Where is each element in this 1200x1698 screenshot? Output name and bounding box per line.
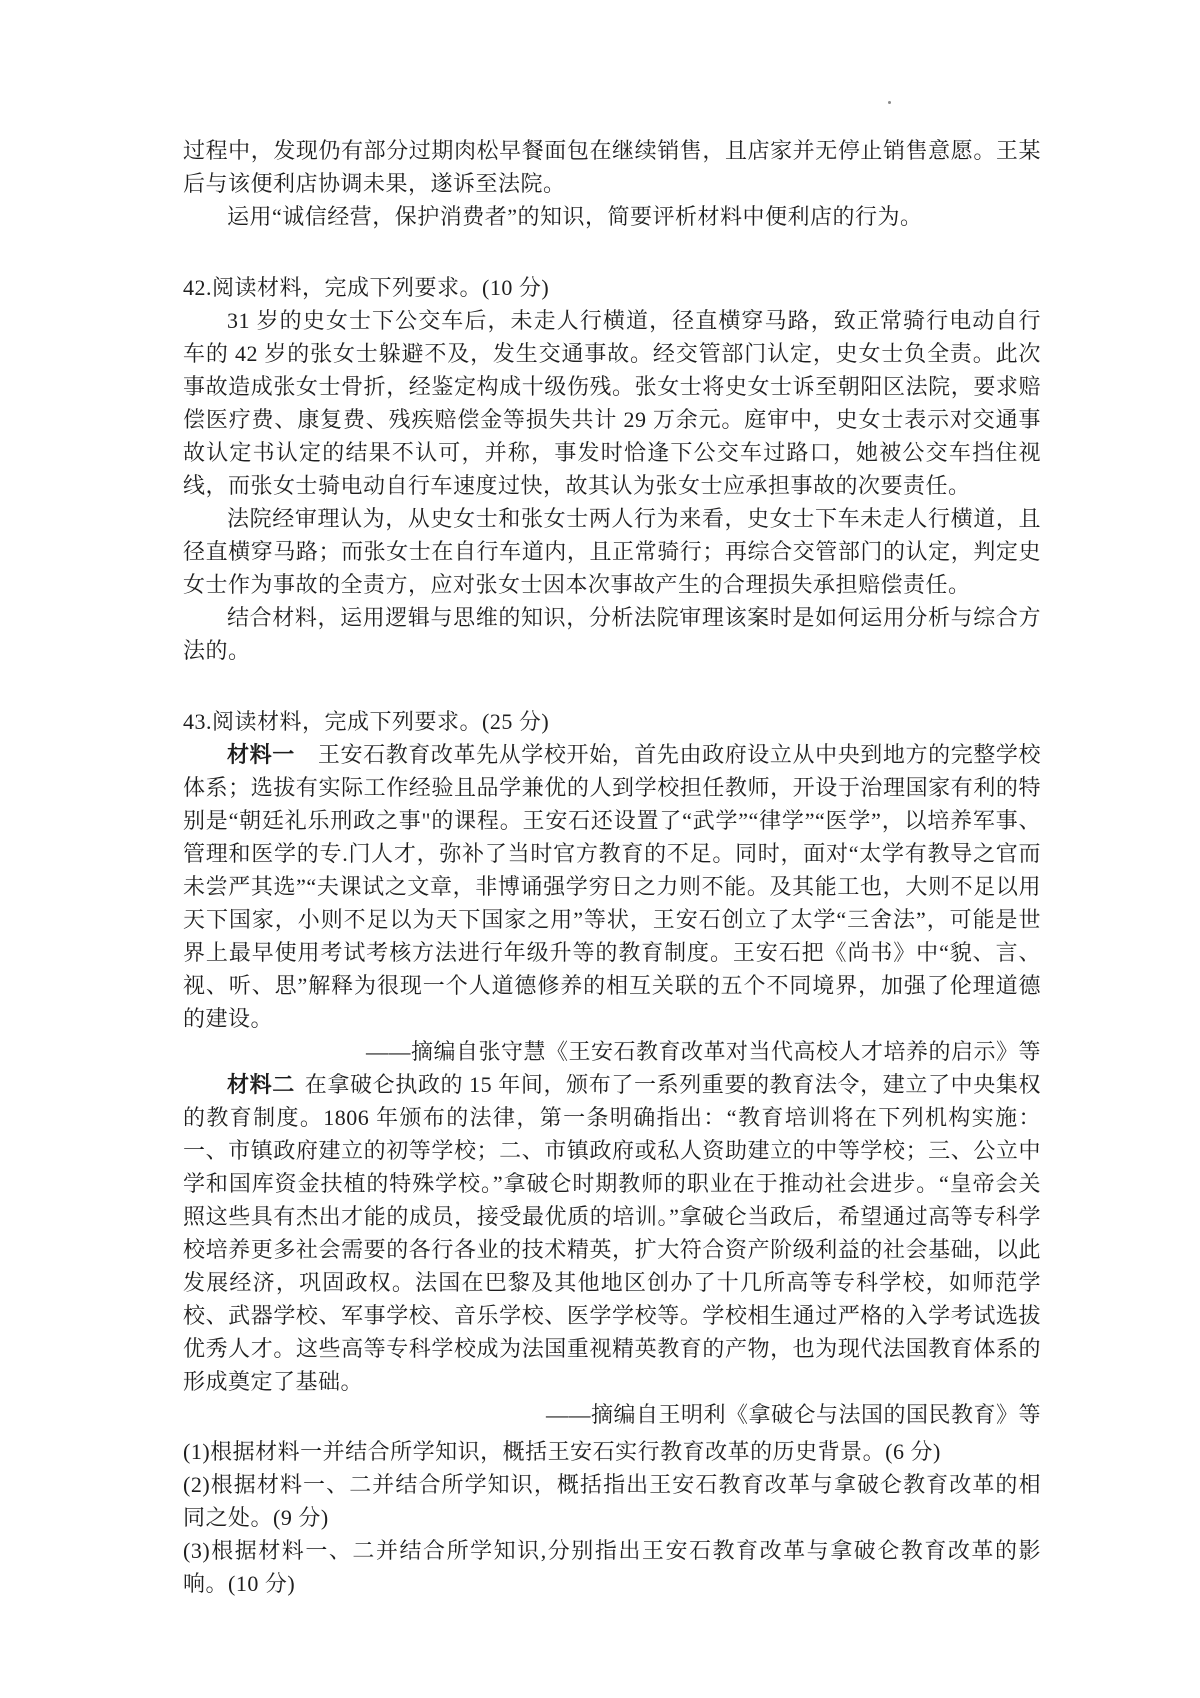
material-2-source-citation: ——摘编自王明利《拿破仑与法国的国民教育》等 — [545, 1402, 1041, 1427]
material-1-text: 王安石教育改革先从学校开始，首先由政府设立从中央到地方的完整学校体系；选拔有实际工作经验且品学兼优的人到学校担任教师，开设于治理国家有利的特别是“朝廷礼乐刑政之事"的课程。王安石还设置了“武学”“律学”“医学”，以培养军事、管理和医学的专.门人才，弥补了当时官方教育的不足。同时，面对“太学有教导之官而未尝严其选”“夫课试之文章，非博诵强学穷日之力则不能。及其能工也，大则不足以用天下国家，小则不足以为天下国家之用”等状，王安石创立了太学“三舍法”，可能是世界上最早使用考试考核方法进行年级升等的教育制度。王安石把《尚书》中“貌、言、视、听、思”解释为很现一个人道德修养的相互关联的五个不同境界，加强了伦理道德的建设。 — [183, 742, 1041, 1031]
question-43-heading: 43.阅读材料，完成下列要求。(25 分) — [183, 709, 550, 734]
q41-prompt-paragraph: 运用“诚信经营，保护消费者”的知识，简要评析材料中便利店的行为。 — [227, 204, 923, 229]
question-43-sub-question-2: (2)根据材料一、二并结合所学知识，概括指出王安石教育改革与拿破仑教育改革的相同之处。(9 分) — [183, 1472, 1041, 1530]
material-1-source-citation: ——摘编自张守慧《王安石教育改革对当代高校人才培养的启示》等 — [365, 1039, 1041, 1064]
q41-continuation-paragraph: 过程中，发现仍有部分过期肉松早餐面包在继续销售，且店家并无停止销售意愿。王某后与该便利店协调未果，遂诉至法院。 — [183, 138, 1041, 196]
question-43-sub-question-3: (3)根据材料一、二并结合所学知识,分别指出王安石教育改革与拿破仑教育改革的影响。(10 分) — [183, 1538, 1041, 1596]
scan-artifact-dot — [888, 101, 891, 104]
material-2-text: 在拿破仑执政的 15 年间，颁布了一系列重要的教育法令，建立了中央集权的教育制度。1806 年颁布的法律，第一条明确指出：“教育培训将在下列机构实施：一、市镇政府建立的初等学校；二、市镇政府或私人资助建立的中等学校；三、公立中学和国库资金扶植的特殊学校。”拿破仑时期教师的职业在于推动社会进步。“皇帝会关照这些具有杰出才能的成员，接受最优质的培训。”拿破仑当政后，希望通过高等专科学校培养更多社会需要的各行各业的技术精英，扩大符合资产阶级利益的社会基础，以此发展经济，巩固政权。法国在巴黎及其他地区创办了十几所高等专科学校，如师范学校、武器学校、军事学校、音乐学校、医学学校等。学校相生通过严格的入学考试选拔优秀人才。这些高等专科学校成为法国重视精英教育的产物，也为现代法国教育体系的形成奠定了基础。 — [183, 1072, 1041, 1394]
question-42-court-paragraph: 法院经审理认为，从史女士和张女士两人行为来看，史女士下车未走人行横道，且径直横穿马路；而张女士在自行车道内，且正常骑行；再综合交管部门的认定，判定史女士作为事故的全责方，应对张女士因本次事故产生的合理损失承担赔偿责任。 — [183, 506, 1041, 597]
material-2-label: 材料二 — [227, 1072, 295, 1097]
material-1-label: 材料一 — [227, 742, 295, 767]
question-42-task-paragraph: 结合材料，运用逻辑与思维的知识，分析法院审理该案时是如何运用分析与综合方法的。 — [183, 605, 1041, 663]
question-42-material-paragraph: 31 岁的史女士下公交车后，未走人行横道，径直横穿马路，致正常骑行电动自行车的 42 岁的张女士躲避不及，发生交通事故。经交管部门认定，史女士负全责。此次事故造成张女士骨折，经鉴定构成十级伤残。张女士将史女士诉至朝阳区法院，要求赔偿医疗费、康复费、残疾赔偿金等损失共计 29 万余元。庭审中，史女士表示对交通事故认定书认定的结果不认可，并称，事发时恰逢下公交车过路口，她被公交车挡住视线，而张女士骑电动自行车速度过快，故其认为张女士应承担事故的次要责任。 — [183, 308, 1041, 498]
question-43-material-2-paragraph — [183, 1068, 1041, 1398]
question-42-heading: 42.阅读材料，完成下列要求。(10 分) — [183, 275, 550, 300]
question-43-material-1-paragraph — [183, 738, 1041, 1035]
question-43-sub-question-1: (1)根据材料一并结合所学知识，概括王安石实行教育改革的历史背景。(6 分) — [183, 1439, 941, 1464]
page-content — [183, 134, 1041, 1600]
